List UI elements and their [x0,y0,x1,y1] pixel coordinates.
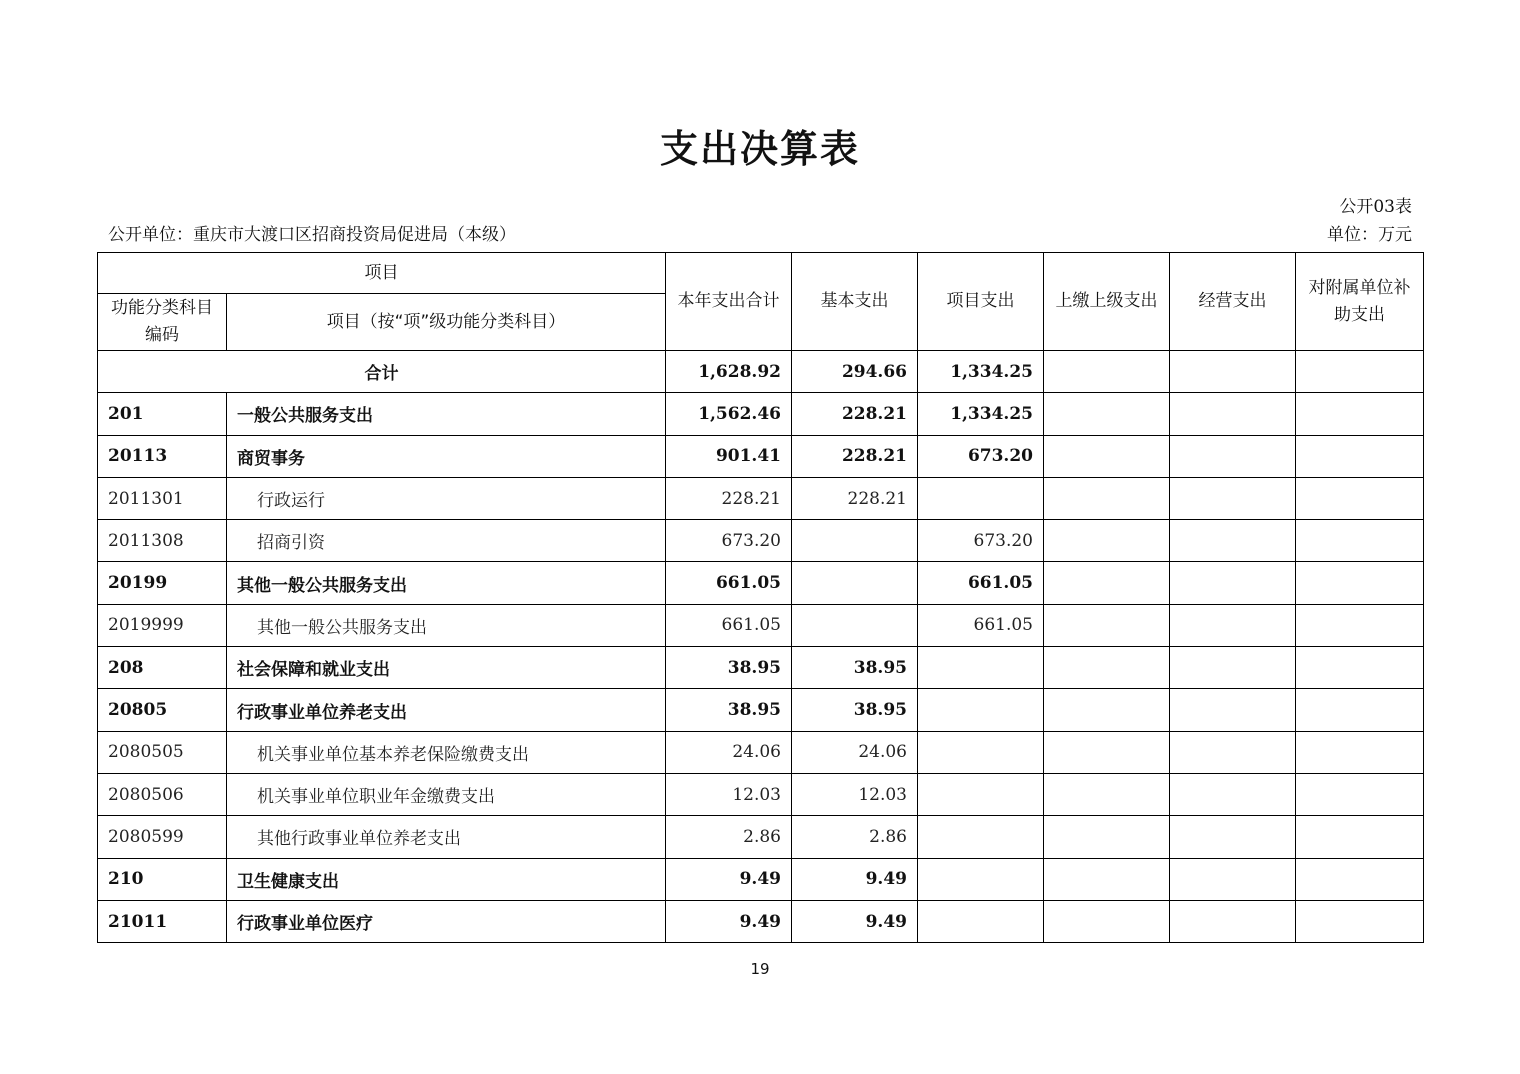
total-basic: 294.66 [792,351,918,393]
row-name-text: 其他一般公共服务支出 [257,617,427,638]
row-basic: 38.95 [792,689,918,731]
row-subsidy [1296,816,1424,858]
row-business [1170,731,1296,773]
expenditure-table [97,252,1424,943]
row-name-text: 招商引资 [257,533,325,554]
unit-of-measure: 单位：万元 [1327,225,1412,245]
row-name-text: 行政运行 [257,491,325,512]
row-total: 38.95 [666,647,792,689]
total-label: 合计 [98,351,666,393]
table-row [98,477,1424,519]
row-name [227,477,666,519]
row-upper [1044,900,1170,942]
row-name-text: 机关事业单位基本养老保险缴费支出 [257,744,529,765]
row-business [1170,435,1296,477]
row-upper [1044,477,1170,519]
row-name [227,604,666,646]
table-row [98,773,1424,815]
form-code: 公开03表 [1339,197,1412,217]
row-name [227,393,666,435]
row-total: 2.86 [666,816,792,858]
header-code: 功能分类科目编码 [98,294,227,351]
row-code: 210 [98,858,227,900]
row-code: 21011 [98,900,227,942]
row-name-text: 机关事业单位职业年金缴费支出 [257,787,495,808]
row-name-text: 社会保障和就业支出 [237,660,390,681]
table-row [98,647,1424,689]
row-name-text: 行政事业单位养老支出 [237,702,407,723]
row-subsidy [1296,858,1424,900]
row-project: 673.20 [918,435,1044,477]
table-row [98,816,1424,858]
row-name [227,562,666,604]
row-basic: 228.21 [792,393,918,435]
row-name-text: 其他一般公共服务支出 [237,575,407,596]
row-business [1170,393,1296,435]
table-row [98,731,1424,773]
row-name-text: 其他行政事业单位养老支出 [257,829,461,850]
row-upper [1044,731,1170,773]
header-business: 经营支出 [1170,253,1296,351]
row-upper [1044,773,1170,815]
row-subsidy [1296,477,1424,519]
row-basic [792,520,918,562]
row-subsidy [1296,900,1424,942]
row-subsidy [1296,520,1424,562]
row-code: 2080599 [98,816,227,858]
row-name [227,689,666,731]
row-name [227,816,666,858]
row-business [1170,562,1296,604]
row-basic: 228.21 [792,435,918,477]
row-code: 20113 [98,435,227,477]
row-business [1170,773,1296,815]
header-item-group: 项目 [98,253,666,294]
header-subsidy: 对附属单位补助支出 [1296,253,1424,351]
row-code: 20805 [98,689,227,731]
row-subsidy [1296,731,1424,773]
table-row [98,562,1424,604]
row-project: 661.05 [918,604,1044,646]
row-project [918,900,1044,942]
row-subsidy [1296,773,1424,815]
row-subsidy [1296,689,1424,731]
row-subsidy [1296,604,1424,646]
row-upper [1044,562,1170,604]
page-title: 支出决算表 [659,127,860,171]
total-sum: 1,628.92 [666,351,792,393]
row-total: 228.21 [666,477,792,519]
total-business [1170,351,1296,393]
row-upper [1044,858,1170,900]
row-name [227,435,666,477]
row-code: 2011308 [98,520,227,562]
row-total: 661.05 [666,562,792,604]
table-row [98,393,1424,435]
row-basic [792,604,918,646]
table-row [98,604,1424,646]
row-project: 1,334.25 [918,393,1044,435]
header-basic: 基本支出 [792,253,918,351]
row-project: 673.20 [918,520,1044,562]
total-project: 1,334.25 [918,351,1044,393]
row-business [1170,520,1296,562]
row-code: 20199 [98,562,227,604]
row-total: 901.41 [666,435,792,477]
row-subsidy [1296,393,1424,435]
row-code: 2080505 [98,731,227,773]
row-code: 208 [98,647,227,689]
row-business [1170,689,1296,731]
row-basic [792,562,918,604]
row-project [918,689,1044,731]
row-project [918,731,1044,773]
row-project [918,477,1044,519]
total-row [98,351,1424,393]
row-basic: 9.49 [792,900,918,942]
row-business [1170,900,1296,942]
table-row [98,900,1424,942]
row-total: 1,562.46 [666,393,792,435]
table-row [98,689,1424,731]
row-basic: 24.06 [792,731,918,773]
row-name-text: 一般公共服务支出 [237,406,373,427]
row-project [918,647,1044,689]
row-total: 12.03 [666,773,792,815]
row-project: 661.05 [918,562,1044,604]
row-name [227,647,666,689]
total-subsidy [1296,351,1424,393]
row-basic: 12.03 [792,773,918,815]
total-upper [1044,351,1170,393]
row-total: 38.95 [666,689,792,731]
row-code: 2011301 [98,477,227,519]
row-name-text: 行政事业单位医疗 [237,914,373,934]
row-project [918,858,1044,900]
header-project: 项目支出 [918,253,1044,351]
row-business [1170,816,1296,858]
row-name [227,731,666,773]
row-basic: 9.49 [792,858,918,900]
row-total: 24.06 [666,731,792,773]
row-business [1170,477,1296,519]
row-code: 201 [98,393,227,435]
row-name [227,773,666,815]
row-total: 9.49 [666,858,792,900]
header-name: 项目（按“项”级功能分类科目） [227,294,666,351]
row-total: 9.49 [666,900,792,942]
row-project [918,773,1044,815]
table-row [98,435,1424,477]
row-code: 2080506 [98,773,227,815]
row-code: 2019999 [98,604,227,646]
row-subsidy [1296,562,1424,604]
row-basic: 38.95 [792,647,918,689]
row-business [1170,858,1296,900]
table-row [98,520,1424,562]
row-name [227,900,666,942]
row-business [1170,604,1296,646]
row-project [918,816,1044,858]
row-upper [1044,393,1170,435]
header-total: 本年支出合计 [666,253,792,351]
row-basic: 228.21 [792,477,918,519]
row-subsidy [1296,435,1424,477]
row-upper [1044,816,1170,858]
row-upper [1044,647,1170,689]
row-basic: 2.86 [792,816,918,858]
row-total: 673.20 [666,520,792,562]
row-upper [1044,689,1170,731]
row-name-text: 商贸事务 [237,448,305,469]
reporting-unit: 公开单位：重庆市大渡口区招商投资局促进局（本级） [108,225,516,245]
row-upper [1044,520,1170,562]
header-upper: 上缴上级支出 [1044,253,1170,351]
row-name [227,520,666,562]
row-name [227,858,666,900]
row-business [1170,647,1296,689]
table-row [98,858,1424,900]
page-number: 19 [750,960,770,978]
row-upper [1044,435,1170,477]
row-subsidy [1296,647,1424,689]
row-upper [1044,604,1170,646]
row-name-text: 卫生健康支出 [237,871,339,892]
row-total: 661.05 [666,604,792,646]
